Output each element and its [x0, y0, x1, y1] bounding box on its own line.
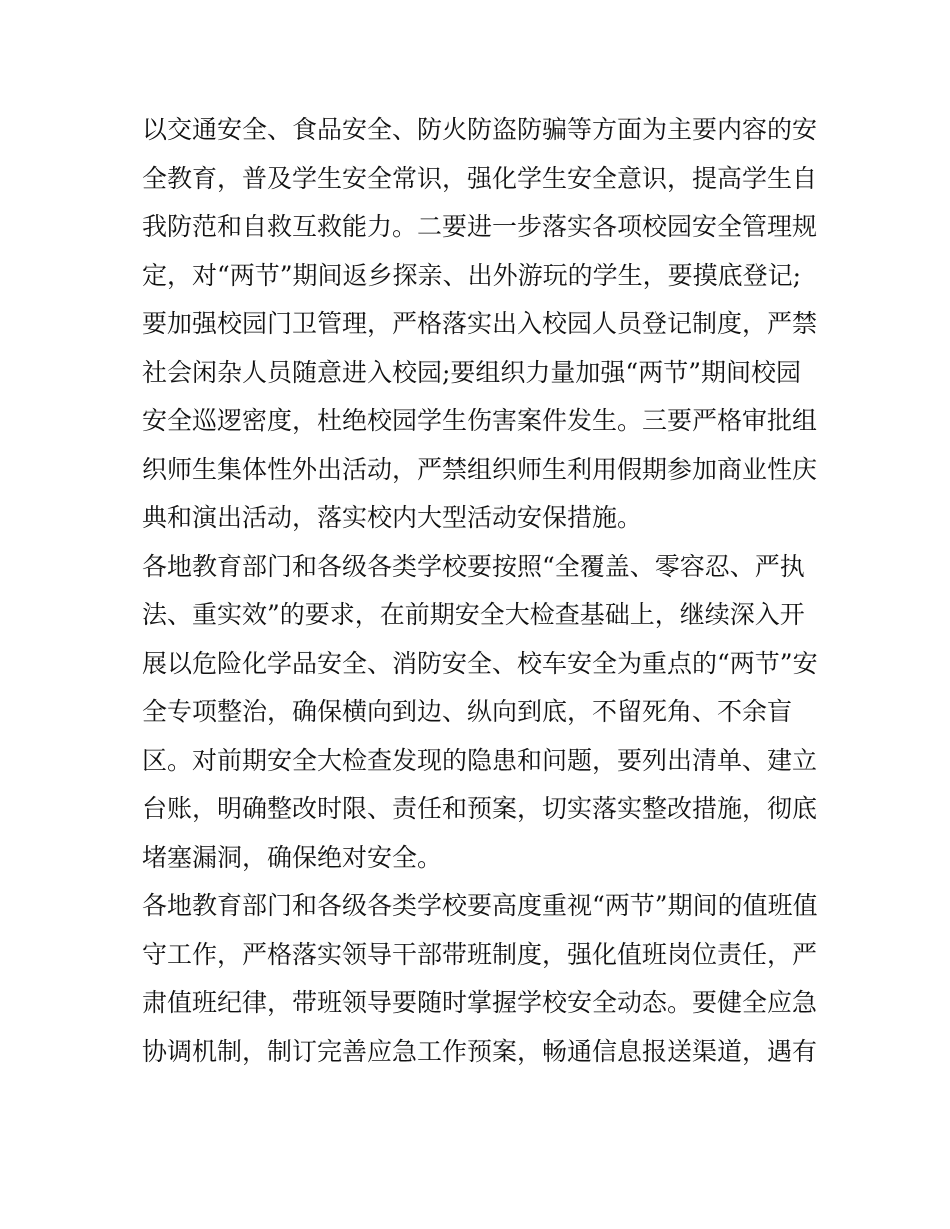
- document-body: [142, 106, 822, 1076]
- text-line: 各地教育部门和各级各类学校要按照“全覆盖、零容忍、严执: [142, 551, 805, 581]
- text-line: 全专项整治，确保横向到边、纵向到底，不留死角、不余盲: [142, 697, 793, 726]
- text-line: 守工作，严格落实领导干部带班制度，强化值班岗位责任，严: [142, 939, 818, 969]
- text-line: 肃值班纪律，带班领导要随时掌握学校安全动态。要健全应急: [142, 988, 818, 1017]
- text-line: 法、重实效”的要求，在前期安全大检查基础上，继续深入开: [142, 600, 805, 629]
- text-line: 协调机制，制订完善应急工作预案，畅通信息报送渠道，遇有: [142, 1036, 818, 1066]
- paragraph-3: [142, 882, 822, 1076]
- text-line: 台账，明确整改时限、责任和预案，切实落实整改措施，彻底: [142, 794, 818, 823]
- paragraph-1: [142, 106, 822, 543]
- text-line: 安全巡逻密度，杜绝校园学生伤害案件发生。三要严格审批组: [142, 406, 818, 435]
- text-line: 全教育，普及学生安全常识，强化学生安全意识，提高学生自: [142, 163, 818, 193]
- text-line: 典和演出活动，落实校内大型活动安保措施。: [142, 503, 643, 532]
- text-line: 堵塞漏洞，确保绝对安全。: [142, 842, 443, 872]
- text-line: 以交通安全、食品安全、防火防盗防骗等方面为主要内容的安: [142, 115, 818, 144]
- text-line: 各地教育部门和各级各类学校要高度重视“两节”期间的值班值: [142, 891, 818, 920]
- text-line: 定，对“两节”期间返乡探亲、出外游玩的学生，要摸底登记;: [142, 260, 801, 290]
- paragraph-2: [142, 543, 822, 883]
- text-line: 要加强校园门卫管理，严格落实出入校园人员登记制度，严禁: [142, 309, 818, 338]
- text-line: 区。对前期安全大检查发现的隐患和问题，要列出清单、建立: [142, 745, 818, 775]
- text-line: 织师生集体性外出活动，严禁组织师生利用假期参加商业性庆: [142, 454, 818, 484]
- text-line: 社会闲杂人员随意进入校园;要组织力量加强“两节”期间校园: [142, 357, 801, 387]
- text-line: 我防范和自救互救能力。二要进一步落实各项校园安全管理规: [142, 212, 818, 241]
- text-line: 展以危险化学品安全、消防安全、校车安全为重点的“两节”安: [142, 648, 818, 678]
